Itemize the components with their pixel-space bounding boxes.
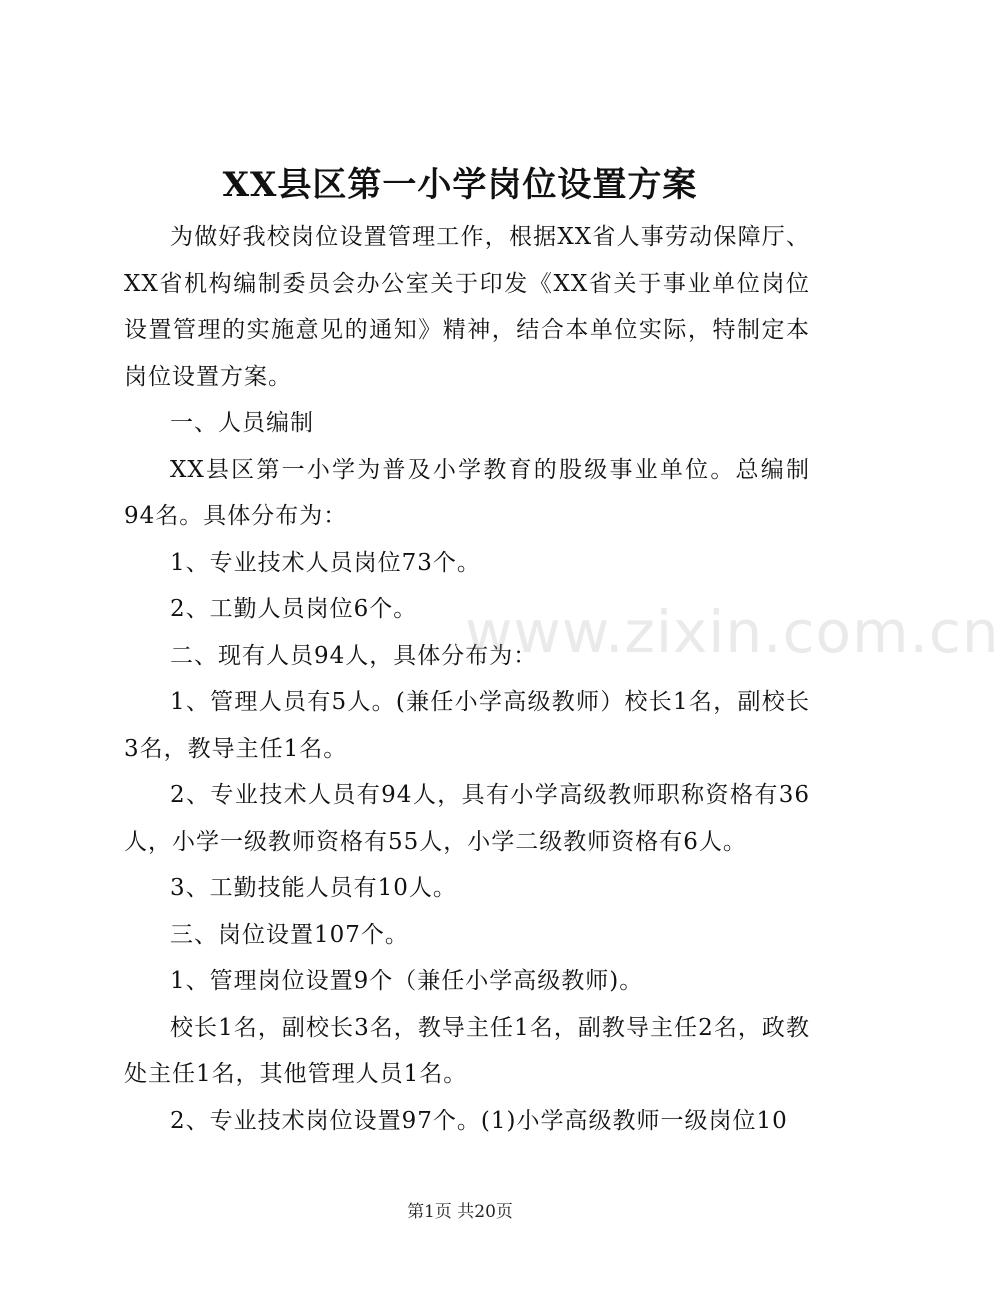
- list-item-technical-posts: 1、专业技术人员岗位73个。: [170, 549, 481, 576]
- list-item-service-posts: 2、工勤人员岗位6个。: [170, 596, 418, 622]
- paragraph-intro: 为做好我校岗位设置管理工作，根据XX省人事劳动保障厅、XX省机构编制委员会办公室关于印发《XX省关于事业单位岗位设置管理的实施意见的通知》精神，结合本单位实际，特制定本岗位设置方案。: [124, 224, 810, 390]
- section-heading-current-staff: 二、现有人员94人，具体分布为：: [170, 642, 538, 669]
- list-item-service-staff: 3、工勤技能人员有10人。: [170, 875, 457, 901]
- section-heading-post-setting: 三、岗位设置107个。: [170, 921, 409, 948]
- list-item-management-posts: 1、管理岗位设置9个（兼任小学高级教师)。: [170, 968, 644, 994]
- paragraph-management-detail: 校长1名，副校长3名，教导主任1名，副教导主任2名，政教处主任1名，其他管理人员1名。: [124, 1014, 810, 1087]
- document-body: [124, 214, 810, 1144]
- page-footer: 第1页 共20页: [407, 1202, 513, 1222]
- watermark-logo: www.zixin.com.cn: [465, 598, 1000, 666]
- list-item-technical-staff: 2、专业技术人员有94人，具有小学高级教师职称资格有36人，小学一级教师资格有55人，小学二级教师资格有6人。: [124, 782, 810, 855]
- section-heading-staffing: 一、人员编制: [170, 410, 314, 436]
- list-item-management-staff: 1、管理人员有5人。(兼任小学高级教师）校长1名，副校长3名，教导主任1名。: [124, 689, 810, 762]
- paragraph-staffing: XX县区第一小学为普及小学教育的股级事业单位。总编制94名。具体分布为：: [124, 456, 810, 529]
- list-item-technical-post-setting: 2、专业技术岗位设置97个。(1)小学高级教师一级岗位10: [170, 1107, 788, 1134]
- document-title: XX县区第一小学岗位设置方案: [222, 165, 698, 205]
